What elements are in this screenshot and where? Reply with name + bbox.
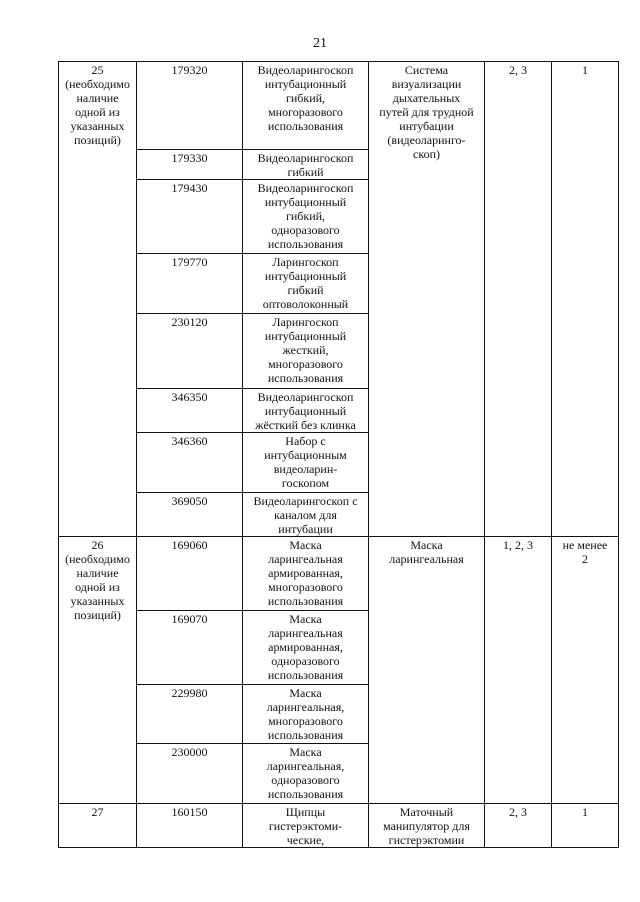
product-name-cell-line: Ларингоскоп bbox=[272, 255, 339, 269]
product-name-cell bbox=[243, 314, 369, 389]
product-code-cell: 179330 bbox=[137, 150, 243, 180]
product-code-cell: 179770 bbox=[137, 254, 243, 314]
equipment-type-cell bbox=[369, 62, 485, 537]
equipment-type-cell-line: гистерэктомии bbox=[388, 833, 465, 847]
quantity-cell bbox=[552, 537, 619, 804]
product-name-cell-line: использования bbox=[267, 594, 344, 608]
quantity-cell bbox=[552, 62, 619, 537]
product-name-cell bbox=[243, 804, 369, 848]
product-name-cell bbox=[243, 611, 369, 685]
product-name-cell-line: одноразового bbox=[271, 654, 340, 668]
product-name-cell-line: Маска bbox=[289, 538, 322, 552]
product-name-cell bbox=[243, 744, 369, 804]
table-row bbox=[59, 804, 619, 848]
product-name-cell bbox=[243, 62, 369, 150]
product-code-cell: 179320 bbox=[137, 62, 243, 150]
table-row bbox=[59, 62, 619, 150]
product-name-cell-line: ческие, bbox=[286, 833, 325, 847]
requirement-cell: 1, 2, 3 bbox=[485, 537, 552, 804]
table-body bbox=[59, 62, 619, 848]
product-name-cell-line: оптоволоконный bbox=[262, 297, 349, 311]
product-code-cell: 229980 bbox=[137, 685, 243, 744]
product-name-cell-line: интубационный bbox=[264, 77, 347, 91]
product-name-cell-line: ларингеальная, bbox=[266, 759, 345, 773]
quantity-cell-line: 1 bbox=[582, 805, 588, 819]
product-name-cell-line: Маска bbox=[289, 612, 322, 626]
product-name-cell-line: гибкий, bbox=[285, 209, 326, 223]
equipment-type-cell-line: путей для трудной bbox=[379, 105, 474, 119]
product-code-cell: 369050 bbox=[137, 493, 243, 537]
equipment-type-cell bbox=[369, 804, 485, 848]
product-name-cell-line: многоразового bbox=[268, 105, 343, 119]
product-name-cell-line: Видеоларингоскоп bbox=[257, 151, 354, 165]
position-number-cell-line: одной из bbox=[75, 580, 120, 594]
equipment-type-cell-line: (видеоларинго- bbox=[387, 133, 466, 147]
product-name-cell-line: использования bbox=[267, 119, 344, 133]
product-name-cell-line: использования bbox=[267, 668, 344, 682]
product-name-cell bbox=[243, 537, 369, 611]
product-code-cell: 230120 bbox=[137, 314, 243, 389]
equipment-type-cell bbox=[369, 537, 485, 804]
product-name-cell-line: интубационный bbox=[264, 329, 347, 343]
position-number-cell-line: указанных bbox=[70, 594, 125, 608]
equipment-table bbox=[58, 61, 619, 848]
position-number-cell-line: наличие bbox=[76, 566, 119, 580]
position-number-cell-line: позиций) bbox=[74, 608, 121, 622]
product-name-cell-line: армированная, bbox=[268, 640, 343, 654]
page-number: 21 bbox=[313, 36, 327, 51]
product-name-cell-line: ларингеальная bbox=[268, 626, 343, 640]
product-name-cell-line: Видеоларингоскоп bbox=[257, 63, 354, 77]
equipment-type-cell-line: Маска bbox=[410, 538, 443, 552]
product-name-cell-line: каналом для bbox=[274, 508, 337, 522]
equipment-type-cell-line: дыхательных bbox=[392, 91, 461, 105]
product-name-cell-line: одноразового bbox=[271, 773, 340, 787]
quantity-cell-line: 1 bbox=[582, 63, 588, 77]
product-name-cell-line: Видеоларингоскоп bbox=[257, 390, 354, 404]
table-row bbox=[59, 537, 619, 611]
position-number-cell-line: одной из bbox=[75, 105, 120, 119]
product-code-cell: 179430 bbox=[137, 180, 243, 254]
product-name-cell-line: интубационный bbox=[264, 195, 347, 209]
position-number-cell-line: 26 bbox=[91, 538, 104, 552]
position-number-cell-line: 25 bbox=[91, 63, 104, 77]
equipment-type-cell-line: визуализации bbox=[391, 77, 462, 91]
product-name-cell bbox=[243, 254, 369, 314]
product-name-cell-line: Маска bbox=[289, 686, 322, 700]
product-name-cell-line: видеоларин- bbox=[273, 462, 338, 476]
equipment-type-cell-line: скоп) bbox=[413, 147, 440, 161]
position-number-cell-line: указанных bbox=[70, 119, 125, 133]
product-name-cell-line: жесткий, bbox=[282, 343, 329, 357]
quantity-cell-line: не менее bbox=[562, 538, 608, 552]
product-name-cell-line: Набор с bbox=[285, 434, 326, 448]
position-number-cell-line: (необходимо bbox=[65, 77, 130, 91]
product-name-cell-line: интубации bbox=[278, 522, 333, 536]
equipment-type-cell-line: Система bbox=[404, 63, 449, 77]
product-name-cell-line: многоразового bbox=[268, 714, 343, 728]
requirement-cell: 2, 3 bbox=[485, 804, 552, 848]
equipment-type-cell-line: Маточный bbox=[399, 805, 454, 819]
product-name-cell-line: интубационный bbox=[264, 404, 347, 418]
product-name-cell-line: одноразового bbox=[271, 223, 340, 237]
equipment-type-cell-line: ларингеальная bbox=[389, 552, 464, 566]
quantity-cell-line: 2 bbox=[582, 552, 588, 566]
equipment-type-cell-line: манипулятор для bbox=[383, 819, 470, 833]
quantity-cell bbox=[552, 804, 619, 848]
product-code-cell: 160150 bbox=[137, 804, 243, 848]
product-name-cell-line: многоразового bbox=[268, 580, 343, 594]
product-name-cell bbox=[243, 180, 369, 254]
position-number-cell bbox=[59, 537, 137, 804]
product-name-cell bbox=[243, 493, 369, 537]
product-name-cell-line: Видеоларингоскоп с bbox=[253, 494, 358, 508]
position-number-cell-line: (необходимо bbox=[65, 552, 130, 566]
product-name-cell-line: многоразового bbox=[268, 357, 343, 371]
product-name-cell-line: ларингеальная, bbox=[266, 700, 345, 714]
position-number-cell bbox=[59, 62, 137, 537]
product-name-cell-line: использования bbox=[267, 371, 344, 385]
product-name-cell-line: гибкий bbox=[287, 283, 324, 297]
product-name-cell-line: интубационный bbox=[264, 269, 347, 283]
product-code-cell: 346350 bbox=[137, 389, 243, 433]
requirement-cell: 2, 3 bbox=[485, 62, 552, 537]
product-name-cell-line: Видеоларингоскоп bbox=[257, 181, 354, 195]
product-name-cell-line: Щипцы bbox=[285, 805, 326, 819]
product-code-cell: 346360 bbox=[137, 433, 243, 493]
product-name-cell-line: жёсткий без клинка bbox=[255, 418, 356, 432]
product-name-cell-line: интубационным bbox=[264, 448, 347, 462]
position-number-cell-line: позиций) bbox=[74, 133, 121, 147]
product-name-cell-line: использования bbox=[267, 787, 344, 801]
product-name-cell-line: госкопом bbox=[281, 476, 330, 490]
product-name-cell-line: армированная, bbox=[268, 566, 343, 580]
product-name-cell bbox=[243, 433, 369, 493]
product-name-cell-line: гибкий bbox=[287, 165, 324, 179]
product-code-cell: 230000 bbox=[137, 744, 243, 804]
position-number-cell-line: наличие bbox=[76, 91, 119, 105]
product-name-cell-line: гистерэктоми- bbox=[268, 819, 343, 833]
product-name-cell-line: использования bbox=[267, 237, 344, 251]
position-number-cell bbox=[59, 804, 137, 848]
position-number-cell-line: 27 bbox=[91, 805, 104, 819]
equipment-type-cell-line: интубации bbox=[399, 119, 454, 133]
product-code-cell: 169060 bbox=[137, 537, 243, 611]
product-code-cell: 169070 bbox=[137, 611, 243, 685]
product-name-cell bbox=[243, 150, 369, 180]
product-name-cell bbox=[243, 685, 369, 744]
product-name-cell-line: Ларингоскоп bbox=[272, 315, 339, 329]
product-name-cell-line: гибкий, bbox=[285, 91, 326, 105]
product-name-cell bbox=[243, 389, 369, 433]
product-name-cell-line: использования bbox=[267, 728, 344, 742]
product-name-cell-line: ларингеальная bbox=[268, 552, 343, 566]
product-name-cell-line: Маска bbox=[289, 745, 322, 759]
